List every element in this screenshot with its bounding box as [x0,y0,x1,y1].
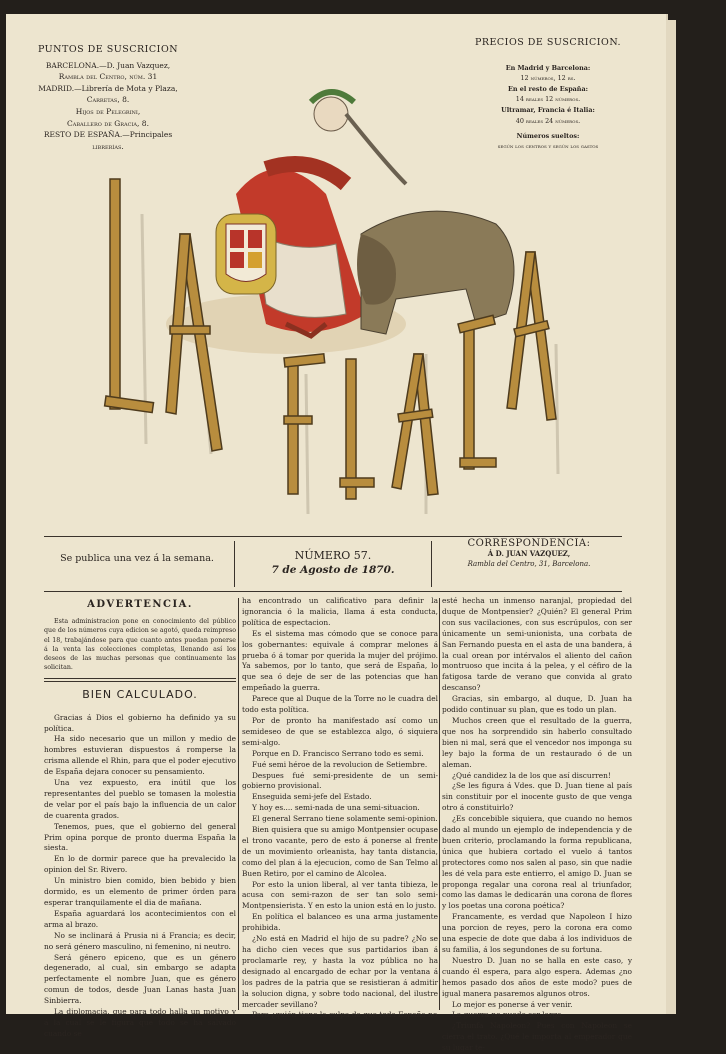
price-line: 40 reales 24 números. [515,116,581,125]
article-paragraph: Enseguida semi-jefe del Estado. [252,792,372,802]
correspondence-name: Á D. JUAN VAZQUEZ, [487,549,571,558]
article-paragraph: En lo de dormir parece que ha prevalecido la opinion del Sr. Rivero. [44,854,236,875]
divider [44,678,236,679]
subscription-line: MADRID.—Librería de Mota y Plaza, [38,83,178,93]
newspaper-page [6,14,666,1053]
price-line: según los centros y según los gastos [497,143,599,150]
masthead-title: LA FLACA [356,529,362,530]
price-line: 12 números, 12 rs. [520,74,576,83]
article-paragraph: Por de pronto ha manifestado así como un semideseo de que se establezca algo, ó siquiera semi-algo. [242,715,438,747]
correspondence-title: CORRESPONDENCIA: [467,538,591,549]
article-paragraph: Pero ¿quién tiene la culpa de que toda España no [252,1010,438,1020]
subscription-line: Rambla del Centro, núm. 31 [58,72,158,82]
price-line: Ultramar, Francia é Italia: [501,105,595,114]
column-1 [44,596,236,1040]
article-paragraph: Tenemos, pues, que el gobierno del general Prim opina porque de pronto duerma España la siesta. [44,821,236,853]
article-paragraph: Ha sido necesario que un millon y medio de hombres estuvieran dispuestos á romperse la crisma allende el Rhin, para que el poder ejecutivo de España dejara conocer su pensamiento. [44,734,236,777]
column-divider [238,598,239,1010]
page-edge [666,20,676,1014]
article-paragraph: ha encontrado un calificativo para definir la ignorancia ó la malicia, llama á esta conducta, política de espectacion. [242,596,438,627]
article-paragraph: La guerra no puede ser larga. [452,1010,565,1020]
article-paragraph: esté hecha un inmenso naranjal, propiedad del duque de Montpensier? ¿Quién? El general Prim con sus vacilaciones, con sus escrúpulos, con ser únicamente un semi-unionista, una corbata de San Fernando puesta en el asta de una bandera, á la cual orean por intérvalos el aliento del cañon montruoso que incita á la pelea, y el céfiro de la fatigosa tarde de verano que convida al grato descanso? [442,596,632,693]
article-paragraph: La diplomacia, que para todo halla un motivo y á la cual se le figura que todo se ha salvado cuando se [44,1007,236,1038]
article-paragraph: ¿Qué candidez la de los que así discurren! [452,770,611,780]
masthead-illustration [96,74,616,534]
article-paragraph: ¿Se les figura á Vdes. que D. Juan tiene al país sin constituir por el inocente gusto de que venga otro á constituirlo? [442,781,632,813]
article-paragraph: Será género epiceno, que es un género degenerado, al cual, sin embargo se adapta perfectamente el nombre Juan, que es género comun de todos, desde Juan Lanas hasta Juan Sinbierra. [44,952,236,1006]
article-paragraph: España aguardará los acontecimientos con el arma al brazo. [44,908,236,929]
advertencia-text: Esta administracion pone en conocimiento del público que de los números cuya edicion se agotó, queda reimpreso el 18, trabajándose para que cuanto antes puedan ponerse á la venta las colecciones completas, llenando así los deseos de las muchas personas que continuamente las solicitan. [44,617,236,672]
article-paragraph: Nuestro D. Juan no se halla en este caso, y cuando él espera, para algo espera. Ademas ¿no hemos pasado dos años de este modo? pues de igual manera pasaremos algunos otros. [442,955,632,998]
article-paragraph: Francamente, es verdad que Napoleon I hizo una porcion de reyes, pero la corona era como una especie de dote que daba á los individuos de su familia, á los segundones de su fortuna. [442,912,632,954]
article-paragraph: Lo mejor es ponerse á ver venir. [452,999,573,1009]
price-line: Números sueltos: [516,132,580,141]
publication-frequency: Se publica una vez á la semana. [60,553,214,564]
article-paragraph: Un ministro bien comido, bien bebido y bien dormido, es un elemento de primer órden para esperar tranquilamente el dia de mañana. [44,876,236,907]
article-paragraph: Fué semi héroe de la revolucion de Setiembre. [252,759,428,769]
article-paragraph: Una vez expuesto, era inútil que los representantes del pueblo se tomasen la molestia de velar por el país bajo la influencia de un calor de cuarenta grados. [44,778,236,820]
issue-number: NÚMERO 57. [294,549,372,562]
price-line: En Madrid y Barcelona: [505,63,591,72]
column-2 [242,596,438,1021]
subscription-prices-title: PRECIOS DE SUSCRICION. [474,37,622,48]
article-paragraph: Por esto la union liberal, al ver tanta tibieza, le acusa con semi-razon de ser tan solo semi-Montpensierista. Y en esto la union está en lo justo. [242,879,438,911]
correspondence-address: Rambla del Centro, 31, Barcelona. [467,560,591,568]
article-title: BIEN CALCULADO. [82,687,198,701]
article-paragraph: Es el sistema mas cómodo que se conoce para los gobernantes: equivale á comprar melones á prueba ó á tomar por querida la mujer del prójimo. Ya sabemos, por lo tanto, que será de España, lo que sea ó deje de ser de las potencias que han empeñado la guerra. [242,628,438,693]
article-paragraph: Despues fué semi-presidente de un semi-gobierno provisional. [242,770,438,791]
divider [44,681,236,682]
article-paragraph: ¿Triunfa Napoleon? Pues con Napoleon se cierra el trato. ¿Qué le importa al emperador que su lugar te- [442,1021,632,1053]
article-paragraph: En política el balanceo es una arma justamente prohibida. [242,912,438,933]
article-paragraph: Muchos creen que el resultado de la guerra, que nos ha sorprendido sin haberlo consultado bien ni mal, será que el vencedor nos imponga su ley bajo la forma de un restaurado ó de un aleman. [442,715,632,769]
article-paragraph: Y hoy es.... semi-nada de una semi-situacion. [252,803,420,813]
article-paragraph: Gracias, sin embargo, al duque, D. Juan ha podido continuar su plan, que es todo un plan. [442,694,632,715]
article-paragraph: El general Serrano tiene solamente semi-opinion. [252,814,438,824]
subscription-points-title: PUNTOS DE SUSCRICION [37,44,179,55]
issue-date: 7 de Agosto de 1870. [271,564,395,576]
subscription-line: BARCELONA.—D. Juan Vazquez, [45,60,171,70]
subscription-line: librerías. [92,141,124,151]
article-paragraph: Bien quisiera que su amigo Montpensier ocupase el trono vacante, pero de esto á ponerse al frente de un movimiento orleanista, hay tanta distancia, como del plan á la ejecucion, como de San Telmo al Buen Retiro, por el camino de Alcolea. [242,825,438,878]
article-paragraph: ¿No está en Madrid el hijo de su padre? ¿No se ha dicho cien veces que sus partidarios iban á proclamarle rey, y hasta la voz pública no ha designado al encargado de echar por la ventana á los padres de la patria que se resistieran á admitir la solucion digna, y sobre todo nacional, del ilustre mercader sevillano? [242,934,438,1009]
price-line: En el resto de España: [508,84,588,93]
article-paragraph: Porque en D. Francisco Serrano todo es semi. [252,748,424,758]
article-paragraph: ¿Es concebible siquiera, que cuando no hemos dado al mundo un ejemplo de independencia y de buen criterio, proclamando la forma republicana, única que hubiera cortado el vuelo á tantos protectores como nos salen al paso, sin que nadie les dé vela para este entierro, el amigo D. Juan se proponga regalar una corona real al triunfador, como las damas le dedicarán una corona de flores y los poetas una corona poética? [442,814,632,911]
column-divider [439,598,440,1010]
subscription-line: Hijos de Pelegrini, [75,106,141,116]
subscription-line: Caballero de Gracia, 8. [67,118,149,128]
issue-number-box [234,541,432,587]
issue-info-bar [44,536,622,592]
price-line: 14 reales 12 números. [515,95,581,104]
correspondence-box [436,539,622,569]
article-paragraph: No se inclinará á Prusia ni á Francia; es decir, no será género masculino, ni femenino, ni neutro. [44,930,236,951]
subscription-line: RESTO DE ESPAÑA.—Principales [43,130,173,140]
article-paragraph: Gracias á Dios el gobierno ha definido ya su política. [44,712,236,733]
article-paragraph: Parece que al Duque de la Torre no le cuadra del todo esta política. [242,694,438,715]
allegory-figure [166,92,514,354]
advertencia-title: ADVERTENCIA. [87,599,193,610]
subscription-line: Carretas, 8. [86,95,130,105]
column-3 [442,596,632,1054]
